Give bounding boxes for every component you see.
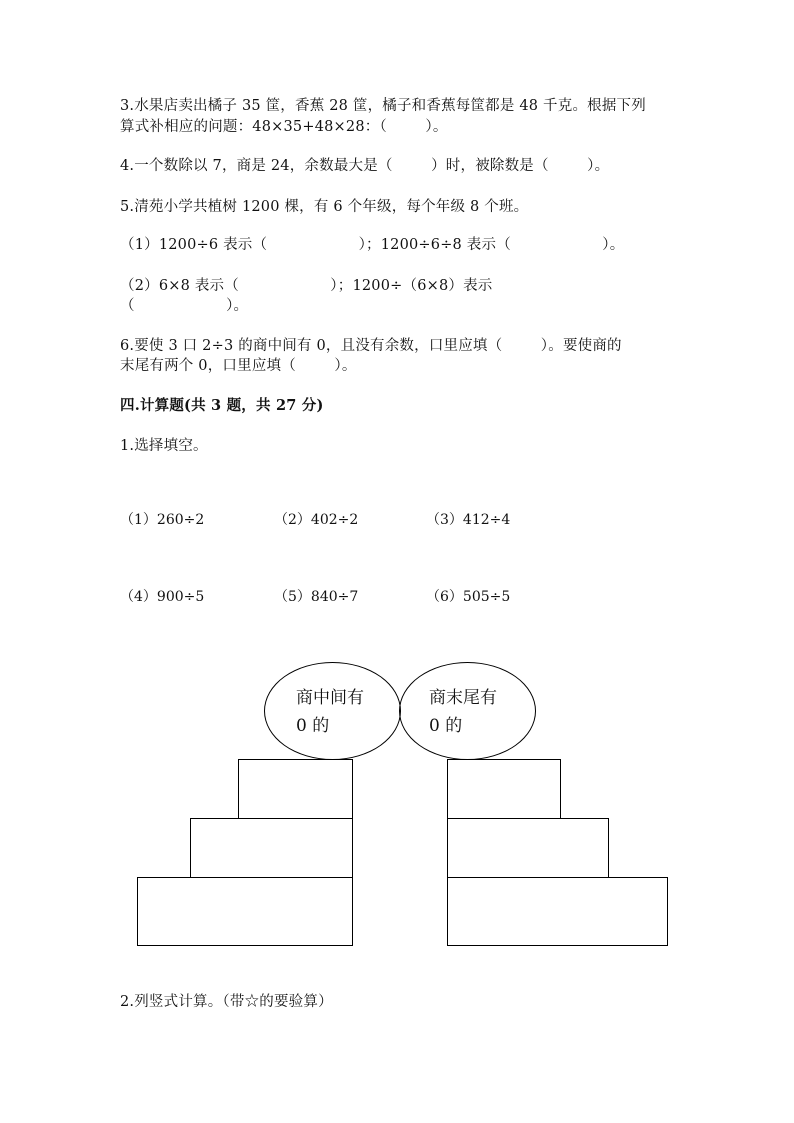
q6-line-2: 末尾有两个 0，口里应填（ ）。: [120, 358, 357, 374]
q5-sub-1: （1）1200÷6 表示（ ）；1200÷6÷8 表示（ ）。: [120, 237, 625, 253]
q5-sub-2b: （ ）。: [120, 298, 249, 314]
calc-item-2: （2）402÷2: [274, 512, 359, 528]
left-bubble-line-2: 0 的: [296, 716, 330, 736]
calc-item-6: （6）505÷5: [426, 589, 511, 605]
calc-item-4: （4）900÷5: [120, 589, 205, 605]
right-step-bottom: [447, 877, 668, 946]
calc-item-3: （3）412÷4: [426, 512, 511, 528]
q5-sub-2a: （2）6×8 表示（ ）；1200÷（6×8）表示: [120, 278, 493, 294]
q6-line-1: 6.要使 3 口 2÷3 的商中间有 0，且没有余数，口里应填（ ）。要使商的: [120, 338, 622, 354]
left-step-middle: [190, 818, 353, 878]
section-4-title: 四.计算题(共 3 题，共 27 分): [120, 397, 324, 414]
q4-line-1: 4.一个数除以 7，商是 24，余数最大是（ ）时，被除数是（ ）。: [120, 158, 610, 174]
right-step-top: [447, 759, 561, 819]
left-bubble-line-1: 商中间有: [296, 688, 364, 708]
calc-2-title: 2.列竖式计算。（带☆的要验算）: [120, 994, 333, 1010]
left-step-top: [238, 759, 353, 819]
calc-item-5: （5）840÷7: [274, 589, 359, 605]
right-step-middle: [447, 818, 609, 878]
calc-item-1: （1）260÷2: [120, 512, 205, 528]
q3-line-1: 3.水果店卖出橘子 35 筐，香蕉 28 筐，橘子和香蕉每筐都是 48 千克。根据下列: [120, 98, 646, 114]
right-bubble-line-2: 0 的: [429, 716, 463, 736]
q3-line-2: 算式补相应的问题：48×35+48×28：（ ）。: [120, 119, 448, 135]
calc-1-title: 1.选择填空。: [120, 438, 208, 454]
q5-line-1: 5.清苑小学共植树 1200 棵，有 6 个年级，每个年级 8 个班。: [120, 199, 529, 215]
left-step-bottom: [137, 877, 353, 946]
right-bubble-line-1: 商末尾有: [429, 688, 497, 708]
